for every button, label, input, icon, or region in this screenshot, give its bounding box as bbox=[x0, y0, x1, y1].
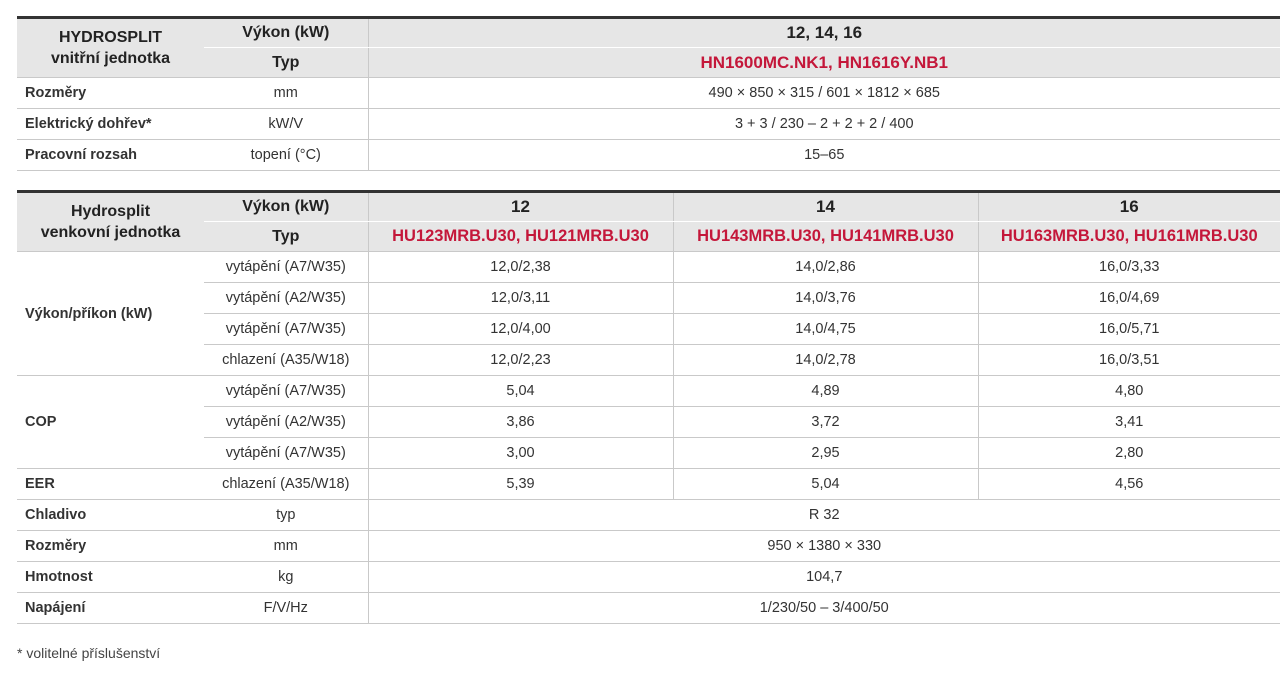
row-condition: vytápění (A7/W35) bbox=[204, 376, 368, 407]
group-label-eer: EER bbox=[17, 469, 204, 500]
outdoor-unit-table bbox=[17, 190, 1280, 624]
outdoor-power-12: 12 bbox=[368, 192, 673, 222]
row-unit: kW/V bbox=[204, 109, 368, 140]
row-value: 12,0/3,11 bbox=[368, 283, 673, 314]
row-value: 4,80 bbox=[978, 376, 1280, 407]
row-condition: vytápění (A2/W35) bbox=[204, 283, 368, 314]
row-value: 1/230/50 – 3/400/50 bbox=[368, 593, 1280, 624]
indoor-power-label: Výkon (kW) bbox=[204, 18, 368, 48]
row-value: 3 + 3 / 230 – 2 + 2 + 2 / 400 bbox=[368, 109, 1280, 140]
table-row bbox=[17, 376, 1280, 407]
outdoor-type-12: HU123MRB.U30, HU121MRB.U30 bbox=[368, 222, 673, 252]
row-value: 12,0/2,23 bbox=[368, 345, 673, 376]
row-value: 5,04 bbox=[673, 469, 978, 500]
row-condition: chlazení (A35/W18) bbox=[204, 345, 368, 376]
outdoor-header-title-line2: venkovní jednotka bbox=[40, 224, 181, 241]
indoor-header-title-line1: HYDROSPLIT bbox=[58, 29, 163, 46]
row-unit: F/V/Hz bbox=[204, 593, 368, 624]
outdoor-type-label: Typ bbox=[204, 222, 368, 252]
outdoor-power-16: 16 bbox=[978, 192, 1280, 222]
row-value: 4,56 bbox=[978, 469, 1280, 500]
outdoor-power-14: 14 bbox=[673, 192, 978, 222]
row-value: 15–65 bbox=[368, 140, 1280, 171]
table-row bbox=[17, 252, 1280, 283]
row-value: 16,0/3,51 bbox=[978, 345, 1280, 376]
outdoor-row-napajeni bbox=[17, 593, 1280, 624]
row-label: Napájení bbox=[17, 593, 204, 624]
row-value: 14,0/4,75 bbox=[673, 314, 978, 345]
row-value: 16,0/3,33 bbox=[978, 252, 1280, 283]
row-condition: vytápění (A7/W35) bbox=[204, 438, 368, 469]
indoor-row-pracovni-rozsah bbox=[17, 140, 1280, 171]
row-value: 5,39 bbox=[368, 469, 673, 500]
row-condition: vytápění (A2/W35) bbox=[204, 407, 368, 438]
outdoor-header-title bbox=[17, 192, 204, 252]
indoor-header-title bbox=[17, 18, 204, 78]
row-condition: vytápění (A7/W35) bbox=[204, 252, 368, 283]
row-unit: kg bbox=[204, 562, 368, 593]
row-condition: vytápění (A7/W35) bbox=[204, 314, 368, 345]
group-label-cop: COP bbox=[17, 376, 204, 469]
row-value: 2,95 bbox=[673, 438, 978, 469]
row-unit: mm bbox=[204, 531, 368, 562]
row-condition: chlazení (A35/W18) bbox=[204, 469, 368, 500]
row-value: R 32 bbox=[368, 500, 1280, 531]
indoor-unit-table bbox=[17, 16, 1280, 171]
outdoor-row-hmotnost bbox=[17, 562, 1280, 593]
row-value: 2,80 bbox=[978, 438, 1280, 469]
row-value: 4,89 bbox=[673, 376, 978, 407]
row-value: 5,04 bbox=[368, 376, 673, 407]
outdoor-power-label: Výkon (kW) bbox=[204, 192, 368, 222]
footnote: * volitelné příslušenství bbox=[17, 645, 161, 661]
outdoor-type-14: HU143MRB.U30, HU141MRB.U30 bbox=[673, 222, 978, 252]
row-value: 950 × 1380 × 330 bbox=[368, 531, 1280, 562]
row-unit: topení (°C) bbox=[204, 140, 368, 171]
row-value: 12,0/4,00 bbox=[368, 314, 673, 345]
row-label: Hmotnost bbox=[17, 562, 204, 593]
row-value: 490 × 850 × 315 / 601 × 1812 × 685 bbox=[368, 78, 1280, 109]
row-value: 14,0/2,78 bbox=[673, 345, 978, 376]
table-row bbox=[17, 438, 1280, 469]
indoor-row-rozmery bbox=[17, 78, 1280, 109]
row-label: Pracovní rozsah bbox=[17, 140, 204, 171]
indoor-type-value: HN1600MC.NK1, HN1616Y.NB1 bbox=[368, 48, 1280, 78]
indoor-row-elektricky-dohrev bbox=[17, 109, 1280, 140]
outdoor-row-chladivo bbox=[17, 500, 1280, 531]
row-unit: typ bbox=[204, 500, 368, 531]
row-label: Chladivo bbox=[17, 500, 204, 531]
row-label: Rozměry bbox=[17, 78, 204, 109]
outdoor-type-16: HU163MRB.U30, HU161MRB.U30 bbox=[978, 222, 1280, 252]
row-value: 16,0/4,69 bbox=[978, 283, 1280, 314]
row-value: 12,0/2,38 bbox=[368, 252, 673, 283]
row-value: 104,7 bbox=[368, 562, 1280, 593]
table-row bbox=[17, 469, 1280, 500]
row-value: 14,0/3,76 bbox=[673, 283, 978, 314]
row-value: 3,00 bbox=[368, 438, 673, 469]
indoor-type-label: Typ bbox=[204, 48, 368, 78]
indoor-header-title-line2: vnitřní jednotka bbox=[50, 50, 171, 67]
row-value: 14,0/2,86 bbox=[673, 252, 978, 283]
row-value: 3,86 bbox=[368, 407, 673, 438]
row-label: Rozměry bbox=[17, 531, 204, 562]
row-value: 16,0/5,71 bbox=[978, 314, 1280, 345]
indoor-power-value: 12, 14, 16 bbox=[368, 18, 1280, 48]
row-value: 3,72 bbox=[673, 407, 978, 438]
table-row bbox=[17, 314, 1280, 345]
table-row bbox=[17, 345, 1280, 376]
outdoor-row-rozmery bbox=[17, 531, 1280, 562]
outdoor-header-title-line1: Hydrosplit bbox=[70, 203, 151, 220]
group-label-vykon: Výkon/příkon (kW) bbox=[17, 252, 204, 376]
row-label: Elektrický dohřev* bbox=[17, 109, 204, 140]
table-row bbox=[17, 407, 1280, 438]
table-row bbox=[17, 283, 1280, 314]
row-value: 3,41 bbox=[978, 407, 1280, 438]
row-unit: mm bbox=[204, 78, 368, 109]
